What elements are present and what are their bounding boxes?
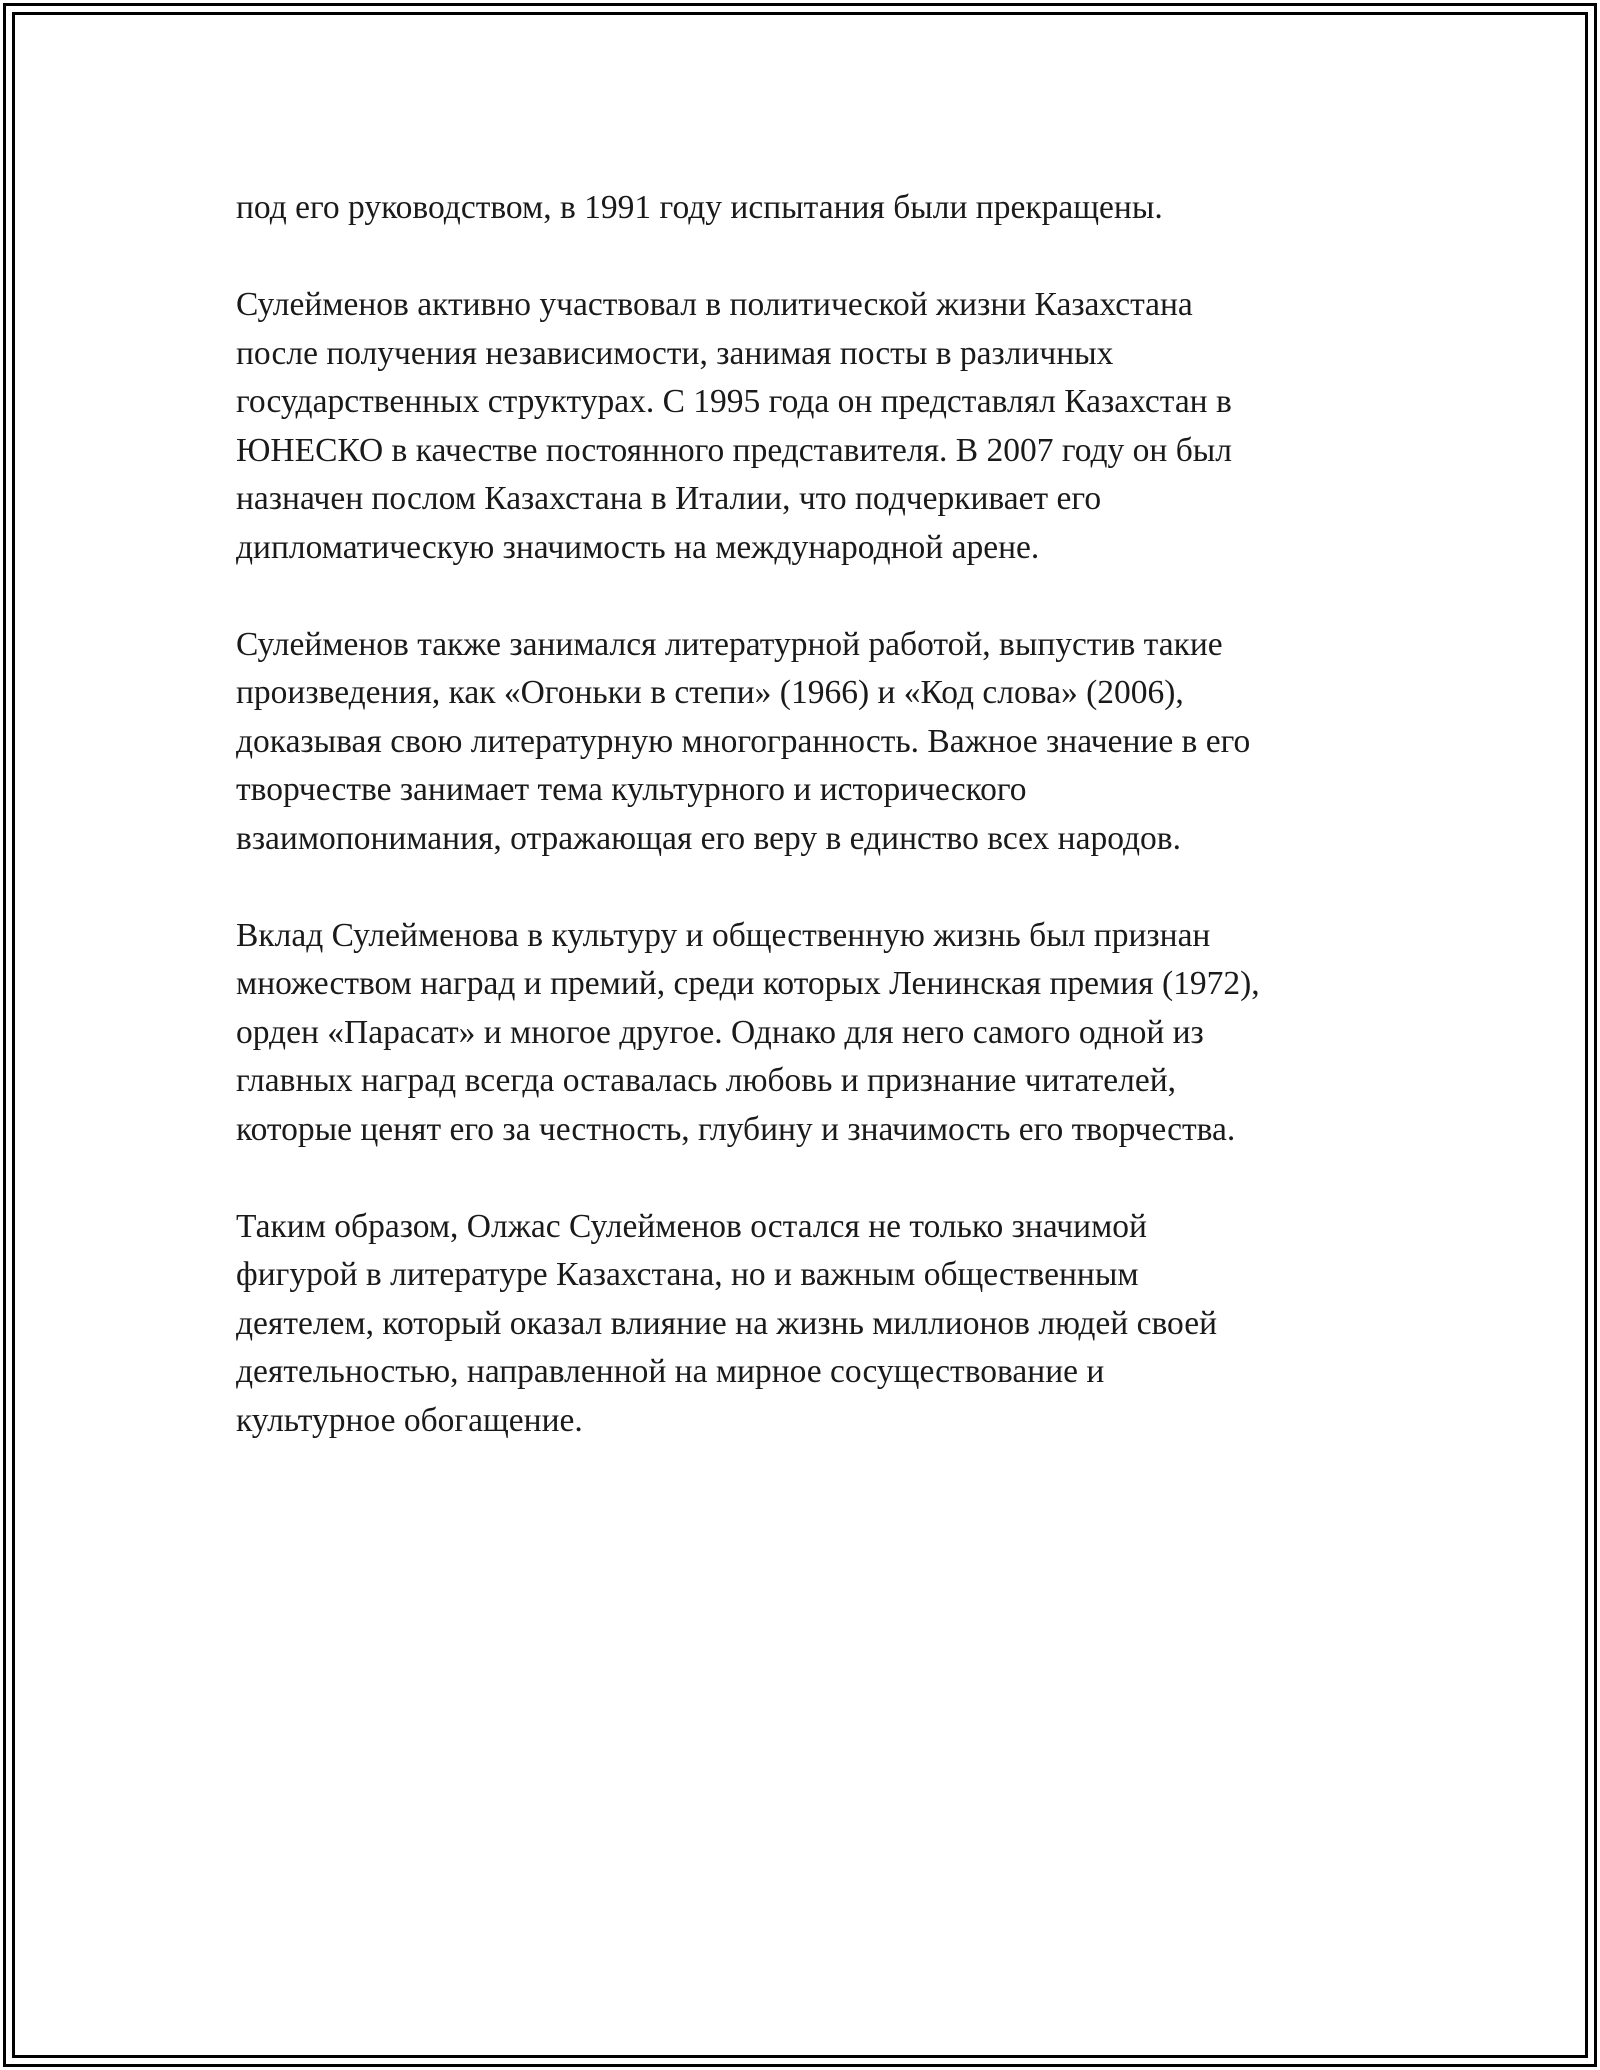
document-body — [236, 184, 1386, 1494]
paragraph — [236, 1203, 1386, 1446]
text-line: под его руководством, в 1991 году испытания были прекращены. — [236, 189, 1163, 226]
text-line: дипломатическую значимость на международной арене. — [236, 528, 1040, 566]
text-line: деятелем, который оказал влияние на жизнь миллионов людей своей — [236, 1304, 1218, 1342]
text-line: произведения, как «Огоньки в степи» (1966) и «Код слова» (2006), — [236, 674, 1184, 711]
text-line: доказывая свою литературную многогранность. Важное значение в его — [236, 722, 1251, 760]
text-line: взаимопонимания, отражающая его веру в единство всех народов. — [236, 819, 1181, 857]
text-line: Сулейменов также занимался литературной работой, выпустив такие — [236, 625, 1223, 663]
text-line: государственных структурах. С 1995 года он представлял Казахстан в — [236, 383, 1232, 420]
paragraph — [236, 184, 1386, 233]
text-line: которые ценят его за честность, глубину и значимость его творчества. — [236, 1110, 1236, 1148]
text-line: деятельностью, направленной на мирное сосуществование и — [236, 1353, 1105, 1390]
text-line: культурное обогащение. — [236, 1401, 583, 1439]
paragraph — [236, 912, 1386, 1155]
text-line: творчестве занимает тема культурного и исторического — [236, 771, 1027, 808]
text-line: назначен послом Казахстана в Италии, что подчеркивает его — [236, 480, 1102, 517]
text-line: орден «Парасат» и многое другое. Однако для него самого одной из — [236, 1013, 1204, 1051]
text-line: Сулейменов активно участвовал в политической жизни Казахстана — [236, 286, 1193, 323]
text-line: фигурой в литературе Казахстана, но и важным общественным — [236, 1256, 1139, 1293]
text-line: Вклад Сулейменова в культуру и общественную жизнь был признан — [236, 916, 1211, 954]
text-line: ЮНЕСКО в качестве постоянного представителя. В 2007 году он был — [236, 431, 1233, 469]
text-line: множеством наград и премий, среди которых Ленинская премия (1972), — [236, 965, 1260, 1002]
text-line: после получения независимости, занимая посты в различных — [236, 334, 1114, 372]
paragraph — [236, 621, 1386, 864]
text-line: Таким образом, Олжас Сулейменов остался не только значимой — [236, 1207, 1147, 1245]
paragraph — [236, 281, 1386, 572]
text-line: главных наград всегда оставалась любовь и признание читателей, — [236, 1062, 1176, 1099]
